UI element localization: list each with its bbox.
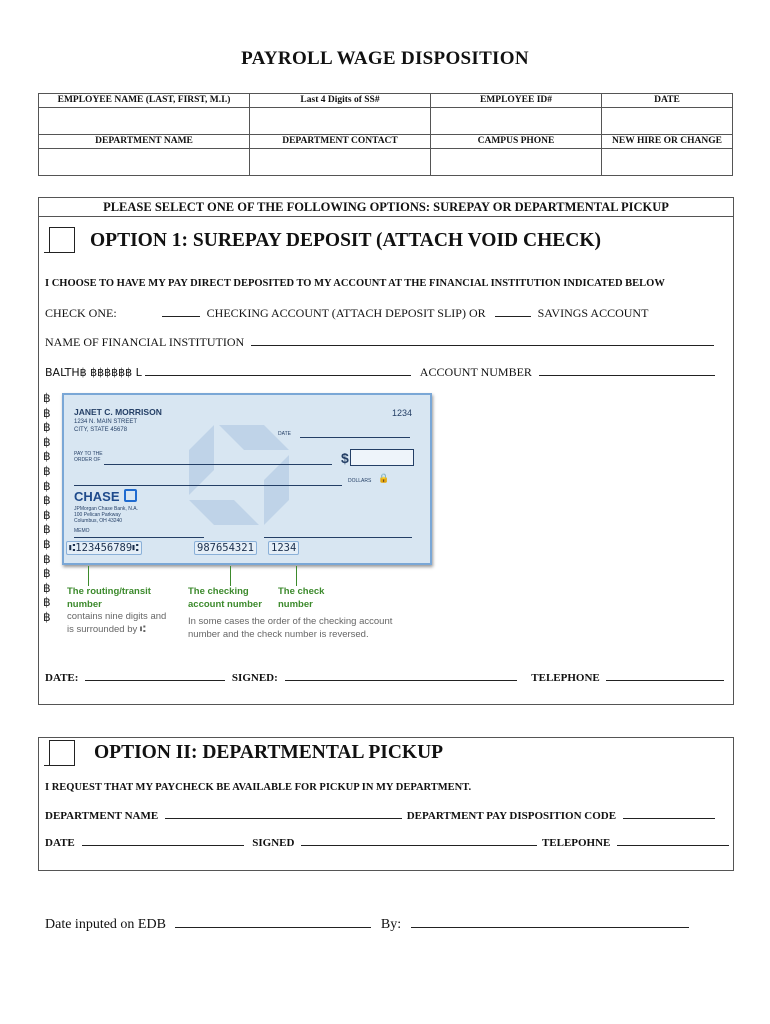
option2-department-name-label: DEPARTMENT NAME [45,810,159,822]
check-number-top: 1234 [392,408,413,418]
check-one-label: CHECK ONE: [45,306,117,320]
option1-checkbox-underline [44,252,50,253]
option2-department-name-field[interactable] [165,808,402,819]
date-inputed-label: Date inputed on EDB [45,917,166,932]
header-department-name: DEPARTMENT NAME [39,135,250,149]
check-bank-logo [74,489,137,504]
check-memo-label: MEMO [74,528,90,534]
check-lock-icon: 🔒 [378,473,390,483]
option2-department-row [45,808,715,822]
annotation-checking-account: The checking account number [188,586,262,610]
institution-field[interactable] [251,335,714,346]
form-title: PAYROLL WAGE DISPOSITION [241,48,529,69]
check-holder-address1: 1234 N. MAIN STREET [74,419,138,425]
routing-field[interactable] [145,365,411,376]
header-employee-id: EMPLOYEE ID# [431,94,602,108]
checking-blank[interactable] [162,306,200,317]
annotation-routing-desc: contains nine digits and is surrounded by ⑆ [67,611,167,635]
check-holder-name: JANET C. MORRISON [74,407,162,417]
account-number-field[interactable] [539,365,715,376]
option2-telephone-field[interactable] [617,835,729,846]
account-micr: 987654321 [194,541,257,555]
option2-signed-label: SIGNED [252,837,295,849]
option2-date-label: DATE [45,837,75,849]
check-amount-box [350,449,414,466]
chase-octagon-icon [124,489,137,502]
option2-telephone-label: TELEPOHNE [541,837,611,849]
annotation-order-note: In some cases the order of the checking account number and the check number is reversed. [188,616,393,640]
option1-signed-label: SIGNED: [231,672,278,684]
option2-date-field[interactable] [82,835,244,846]
check-dollars-label: DOLLARS [348,478,372,484]
header-date: DATE [602,94,733,108]
department-name-field[interactable] [39,149,250,176]
header-new-hire-change: NEW HIRE OR CHANGE [602,135,733,149]
employee-name-field[interactable] [39,108,250,135]
garbled-glyph-column: ฿ ฿ ฿ ฿ ฿ ฿ ฿ ฿ ฿ ฿ ฿ ฿ ฿ ฿ ฿ ฿ [43,391,51,624]
option2-checkbox[interactable] [49,740,75,766]
checking-label: CHECKING ACCOUNT (ATTACH DEPOSIT SLIP) OR [206,306,486,320]
check-bank-address3: Columbus, OH 43240 [74,518,123,524]
option2-sign-row [45,835,729,849]
institution-row [45,335,714,350]
account-number-label: ACCOUNT NUMBER [419,365,532,379]
check-dollar-sign: $ [341,450,349,466]
option2-title: OPTION II: DEPARTMENTAL PICKUP [94,742,444,763]
select-options-bar: PLEASE SELECT ONE OF THE FOLLOWING OPTIONS: SUREPAY OR DEPARTMENTAL PICKUP [39,198,733,217]
new-hire-change-field[interactable] [602,149,733,176]
option1-statement: I CHOOSE TO HAVE MY PAY DIRECT DEPOSITED TO MY ACCOUNT AT THE FINANCIAL INSTITUTION INDICATED BELOW [45,278,665,289]
option1-title: OPTION 1: SUREPAY DEPOSIT (ATTACH VOID CHECK) [90,230,602,251]
option1-telephone-field[interactable] [606,670,724,681]
savings-label: SAVINGS ACCOUNT [537,306,649,320]
employee-info-table [38,93,733,176]
by-label: By: [380,917,402,932]
header-employee-name: EMPLOYEE NAME (LAST, FIRST, M.I.) [39,94,250,108]
header-department-contact: DEPARTMENT CONTACT [250,135,431,149]
routing-account-row [45,365,715,380]
option1-date-field[interactable] [85,670,225,681]
department-contact-field[interactable] [250,149,431,176]
option2-checkbox-underline [44,765,74,766]
institution-label: NAME OF FINANCIAL INSTITUTION [45,335,245,349]
employee-id-field[interactable] [431,108,602,135]
check-bank-address1: JPMorgan Chase Bank, N.A. [74,506,138,512]
check-date-label: DATE [278,431,291,437]
check-number-micr: 1234 [268,541,299,555]
option2-signature-field[interactable] [301,835,537,846]
date-inputed-field[interactable] [175,915,371,928]
sample-check-image [62,393,432,565]
routing-micr: ⑆123456789⑆ [66,541,142,555]
option1-checkbox[interactable] [49,227,75,253]
header-ss-digits: Last 4 Digits of SS# [250,94,431,108]
annotation-routing-title: The routing/transit number [67,586,151,610]
option1-sign-row [45,670,724,684]
footer-row [45,915,689,933]
check-holder-address2: CITY, STATE 45678 [74,427,128,433]
option1-signature-field[interactable] [285,670,517,681]
check-one-row [45,306,648,321]
ss-digits-field[interactable] [250,108,431,135]
option1-telephone-label: TELEPHONE [531,672,600,684]
annotation-check-number: The check number [278,586,325,610]
campus-phone-field[interactable] [431,149,602,176]
check-bank-address2: 100 Pelican Parkway [74,512,121,518]
disposition-code-field[interactable] [623,808,715,819]
option2-statement: I REQUEST THAT MY PAYCHECK BE AVAILABLE FOR PICKUP IN MY DEPARTMENT. [45,782,472,793]
check-pay-to-label: PAY TO THE ORDER OF [74,451,103,463]
disposition-code-label: DEPARTMENT PAY DISPOSITION CODE [406,810,617,822]
savings-blank[interactable] [495,306,531,317]
option1-date-label: DATE: [45,672,79,684]
bank-name: CHASE [74,489,120,504]
date-field[interactable] [602,108,733,135]
by-field[interactable] [411,915,689,928]
header-campus-phone: CAMPUS PHONE [431,135,602,149]
routing-label: BALTH฿ ฿฿฿฿฿฿ L [45,366,142,379]
